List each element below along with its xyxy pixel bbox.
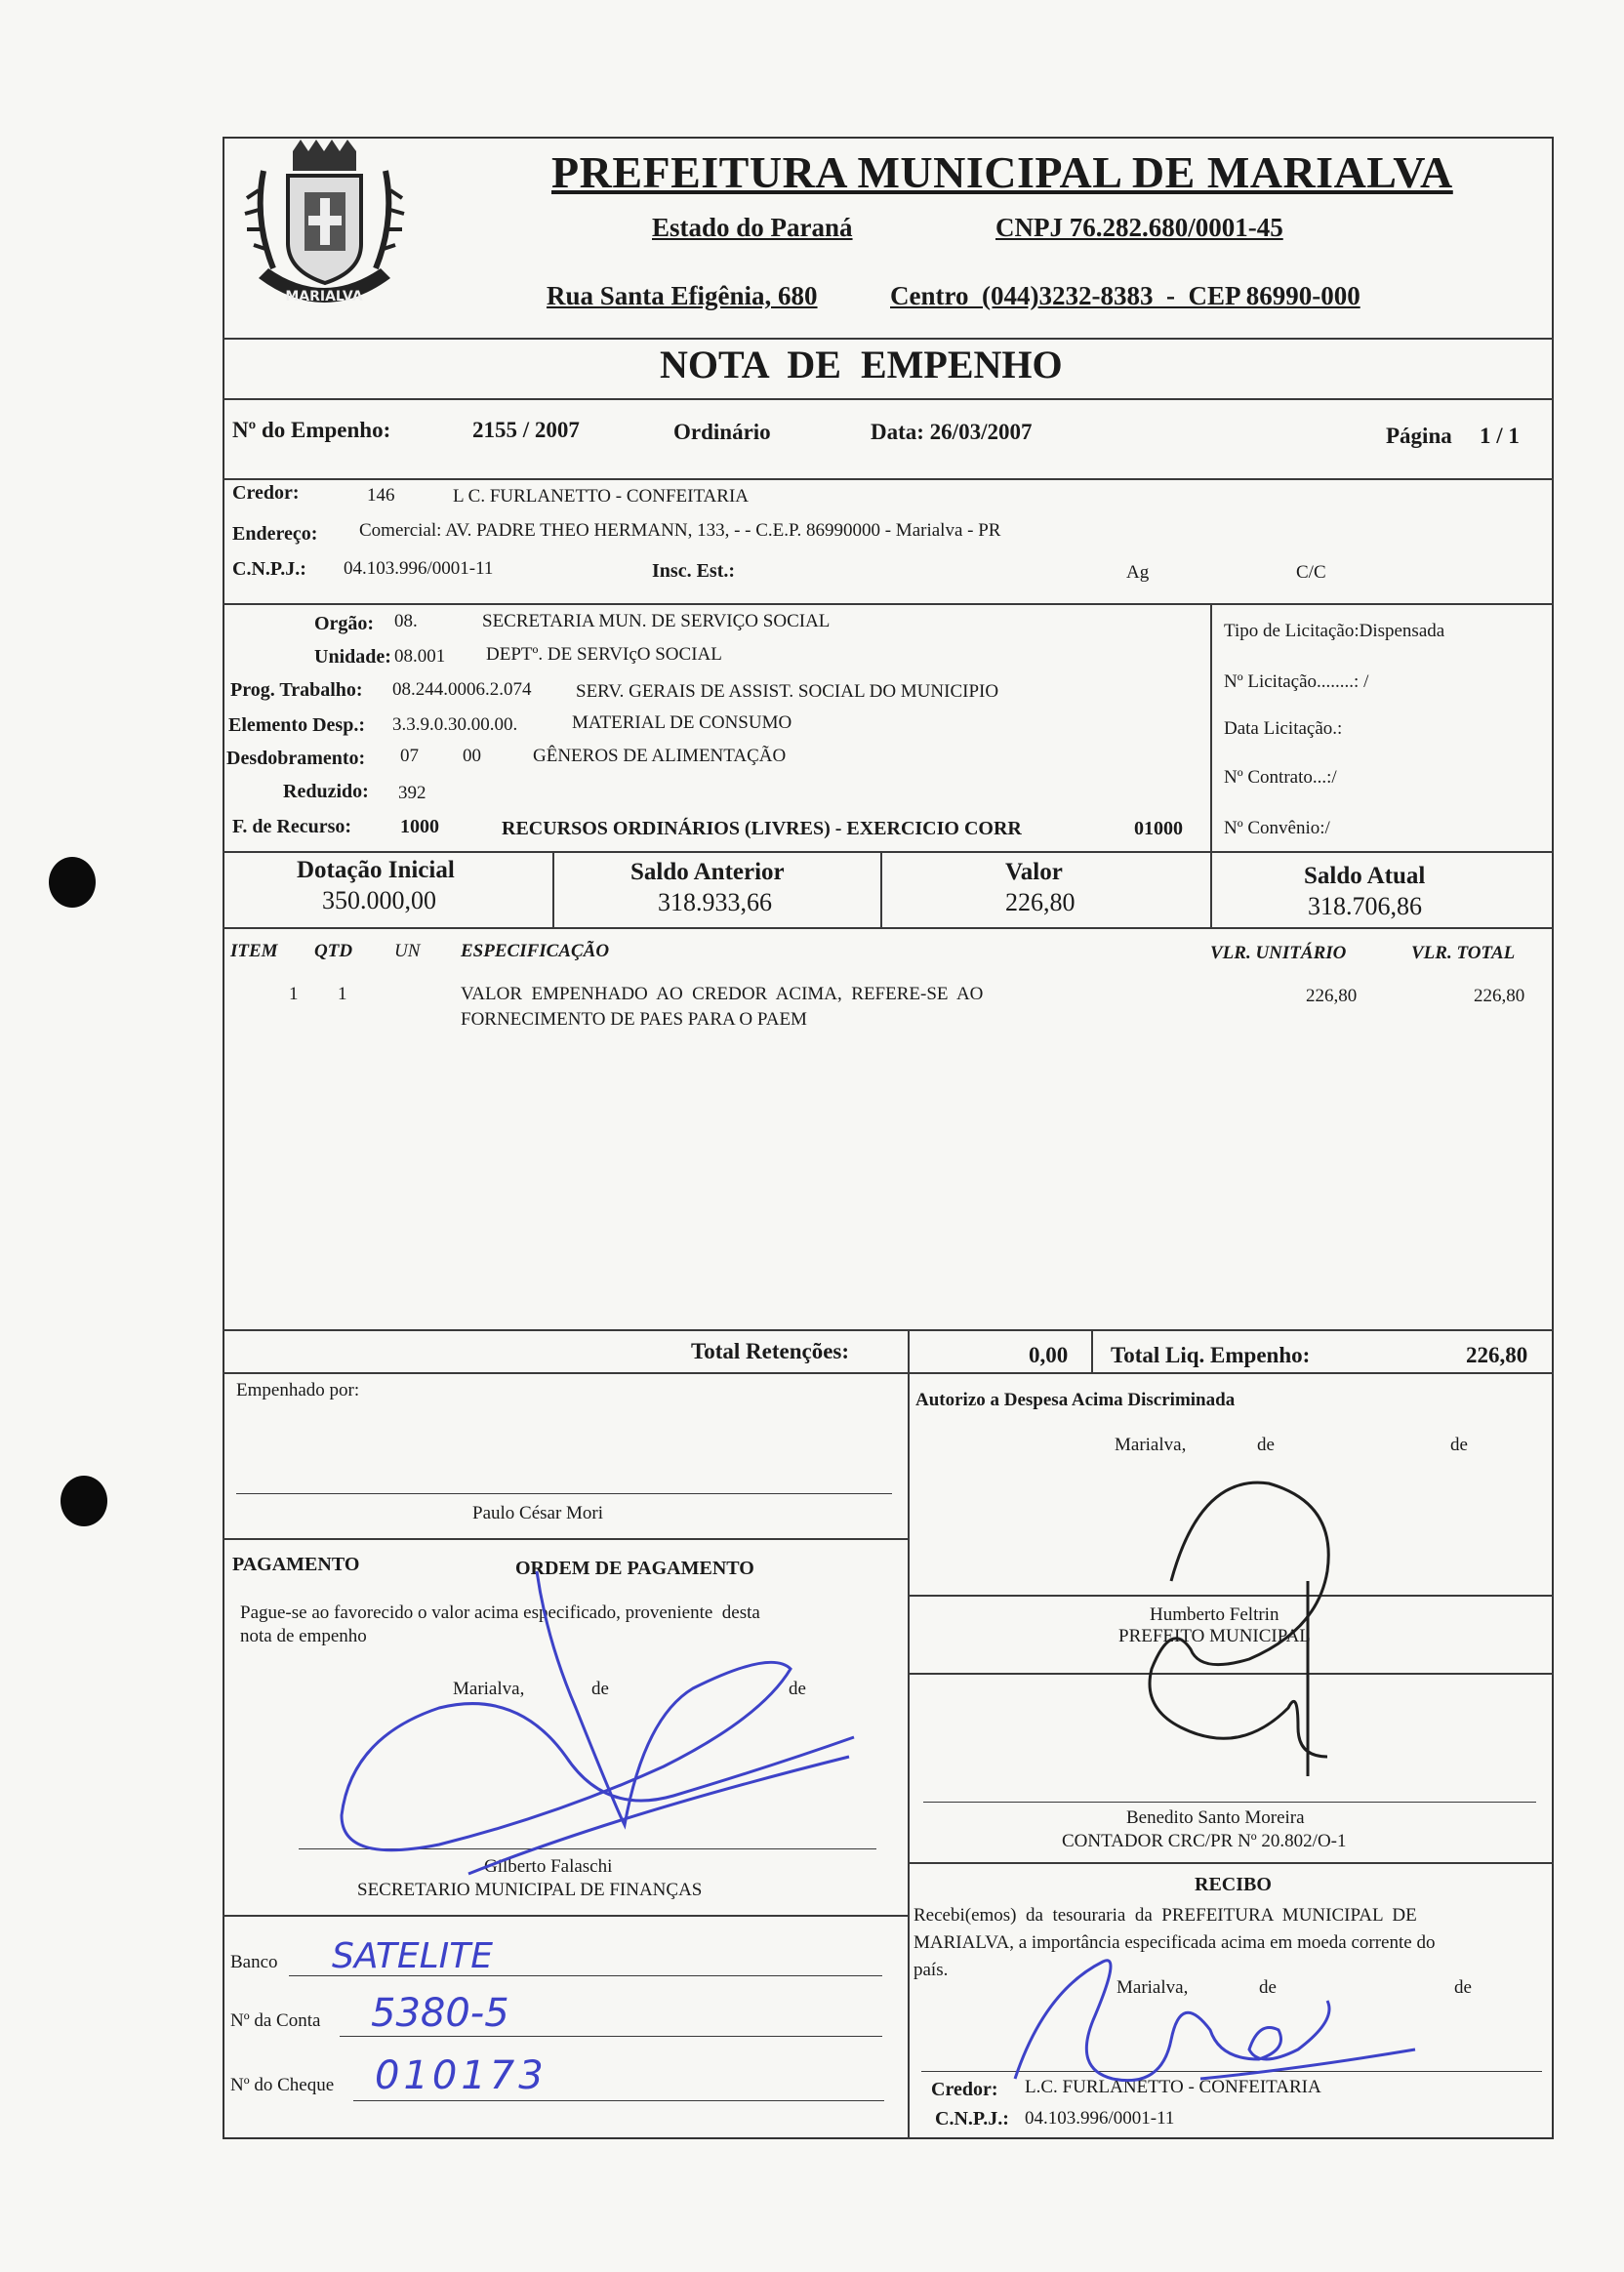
recibo-line3: país.: [914, 1960, 949, 1980]
orgao-label: Orgão:: [314, 613, 375, 634]
valor-label: Valor: [1005, 859, 1063, 885]
item-spec-line2: FORNECIMENTO DE PAES PARA O PAEM: [461, 1009, 807, 1030]
empenhado-name: Paulo César Mori: [472, 1503, 604, 1523]
valor-value: 226,80: [1005, 888, 1076, 916]
recibo-cnpj-value: 04.103.996/0001-11: [1025, 2108, 1175, 2129]
item-total-value: 226,80: [1474, 986, 1525, 1006]
retencoes-value: 0,00: [1029, 1343, 1069, 1367]
page-number: 1 / 1: [1480, 424, 1520, 448]
punch-hole-bottom: [61, 1476, 107, 1526]
col-unit-value: VLR. UNITÁRIO: [1210, 943, 1347, 963]
page-label: Página: [1386, 424, 1452, 448]
credor-signature: [1005, 1932, 1425, 2098]
pagamento-label: PAGAMENTO: [232, 1554, 360, 1575]
cnpj-label: C.N.P.J.:: [232, 558, 306, 580]
endereco-value: Comercial: AV. PADRE THEO HERMANN, 133, - - C.E.P. 86990000 - Marialva - PR: [359, 520, 1001, 541]
endereco-label: Endereço:: [232, 523, 318, 545]
banco-label: Banco: [230, 1952, 278, 1972]
secretario-signature: [322, 1562, 869, 1913]
svg-text:MARIALVA: MARIALVA: [285, 289, 363, 304]
empenho-number-label: Nº do Empenho:: [232, 418, 391, 442]
prefeito-name: Humberto Feltrin: [1150, 1604, 1279, 1625]
credor-label: Credor:: [232, 482, 300, 504]
recurso-code: 1000: [400, 816, 439, 837]
punch-hole-top: [49, 857, 96, 908]
document-title: NOTA DE EMPENHO: [660, 343, 1063, 386]
recibo-date-city: Marialva,: [1116, 1977, 1189, 1998]
pagamento-date-de2: de: [789, 1679, 806, 1699]
reduzido-label: Reduzido:: [283, 781, 369, 802]
credor-code: 146: [367, 485, 395, 506]
item-qtd: 1: [338, 984, 347, 1004]
reduzido-value: 392: [398, 783, 426, 803]
cheque-value: 010173: [375, 2053, 548, 2098]
cheque-label: Nº do Cheque: [230, 2075, 335, 2095]
insc-label: Insc. Est.:: [652, 560, 736, 582]
recibo-credor-name: L.C. FURLANETTO - CONFEITARIA: [1025, 2077, 1321, 2097]
saldo-anterior-label: Saldo Anterior: [630, 859, 785, 885]
header-address: Centro (044)3232-8383 - CEP 86990-000: [890, 281, 1360, 310]
col-total-value: VLR. TOTAL: [1411, 943, 1516, 963]
contador-title: CONTADOR CRC/PR Nº 20.802/O-1: [1062, 1831, 1347, 1851]
numero-contrato: Nº Contrato...:/: [1224, 767, 1337, 788]
secretario-title: SECRETARIO MUNICIPAL DE FINANÇAS: [357, 1880, 703, 1900]
autorizo-date-de2: de: [1450, 1435, 1468, 1455]
pague-line2: nota de empenho: [240, 1626, 367, 1646]
cc-label: C/C: [1296, 562, 1326, 583]
empenho-date: Data: 26/03/2007: [871, 420, 1033, 444]
empenho-type: Ordinário: [673, 420, 771, 444]
prog-value: SERV. GERAIS DE ASSIST. SOCIAL DO MUNICIPIO: [576, 681, 999, 702]
retencoes-label: Total Retenções:: [691, 1339, 850, 1363]
contador-name: Benedito Santo Moreira: [1126, 1807, 1305, 1828]
pagamento-date-city: Marialva,: [453, 1679, 525, 1699]
empenhado-label: Empenhado por:: [236, 1380, 360, 1400]
recibo-date-de1: de: [1259, 1977, 1277, 1998]
item-number: 1: [289, 984, 299, 1004]
dotacao-value: 350.000,00: [322, 886, 436, 914]
col-un: UN: [394, 941, 421, 961]
autorizo-date-city: Marialva,: [1115, 1435, 1187, 1455]
prog-label: Prog. Trabalho:: [230, 679, 363, 701]
col-spec: ESPECIFICAÇÃO: [461, 941, 610, 961]
numero-licitacao: Nº Licitação........: /: [1224, 671, 1369, 692]
col-item: ITEM: [230, 941, 278, 961]
saldo-atual-value: 318.706,86: [1308, 892, 1422, 920]
recibo-label: RECIBO: [1195, 1874, 1272, 1895]
ag-label: Ag: [1126, 562, 1150, 583]
orgao-code: 08.: [394, 611, 418, 631]
recibo-line2: MARIALVA, a importância especificada acima em moeda corrente do: [914, 1932, 1436, 1953]
empenho-number: 2155 / 2007: [472, 418, 580, 442]
municipal-crest: [234, 132, 415, 327]
desdobramento-value: GÊNEROS DE ALIMENTAÇÃO: [533, 746, 787, 766]
item-spec-line1: VALOR EMPENHADO AO CREDOR ACIMA, REFERE-SE AO: [461, 984, 984, 1004]
unidade-label: Unidade:: [314, 646, 391, 668]
elemento-value: MATERIAL DE CONSUMO: [572, 712, 792, 733]
tipo-licitacao: Tipo de Licitação:Dispensada: [1224, 621, 1445, 641]
data-licitacao: Data Licitação.:: [1224, 718, 1343, 739]
ordem-pagamento-label: ORDEM DE PAGAMENTO: [515, 1558, 754, 1579]
recurso-value: RECURSOS ORDINÁRIOS (LIVRES) - EXERCICIO CORR: [502, 818, 1022, 839]
elemento-label: Elemento Desp.:: [228, 714, 365, 736]
unidade-value: DEPTº. DE SERVIçO SOCIAL: [486, 644, 722, 665]
autorizo-date-de1: de: [1257, 1435, 1275, 1455]
prog-code: 08.244.0006.2.074: [392, 679, 532, 700]
conta-value: 5380-5: [371, 1991, 509, 2036]
secretario-name: Gilberto Falaschi: [484, 1856, 613, 1877]
recurso-label: F. de Recurso:: [232, 816, 352, 837]
pague-line1: Pague-se ao favorecido o valor acima especificado, proveniente desta: [240, 1603, 760, 1623]
autorizo-label: Autorizo a Despesa Acima Discriminada: [915, 1390, 1236, 1410]
header-title: PREFEITURA MUNICIPAL DE MARIALVA: [551, 147, 1453, 197]
numero-convenio: Nº Convênio:/: [1224, 818, 1330, 838]
prefeito-title: PREFEITO MUNICIPAL: [1118, 1626, 1311, 1646]
header-state: Estado do Paraná: [652, 213, 853, 242]
conta-label: Nº da Conta: [230, 2010, 321, 2031]
recibo-date-de2: de: [1454, 1977, 1472, 1998]
prefeito-signature: [1103, 1464, 1357, 1786]
recibo-cnpj-label: C.N.P.J.:: [935, 2108, 1009, 2130]
orgao-value: SECRETARIA MUN. DE SERVIÇO SOCIAL: [482, 611, 831, 631]
desdobramento-code-b: 00: [463, 746, 481, 766]
saldo-anterior-value: 318.933,66: [658, 888, 772, 916]
col-qtd: QTD: [314, 941, 353, 961]
credor-name: L C. FURLANETTO - CONFEITARIA: [453, 486, 749, 507]
saldo-atual-label: Saldo Atual: [1304, 863, 1426, 889]
header-street: Rua Santa Efigênia, 680: [547, 281, 818, 310]
header-cnpj: CNPJ 76.282.680/0001-45: [995, 213, 1283, 242]
recibo-line1: Recebi(emos) da tesouraria da PREFEITURA MUNICIPAL DE: [914, 1905, 1417, 1926]
elemento-code: 3.3.9.0.30.00.00.: [392, 714, 518, 735]
item-unit-value: 226,80: [1306, 986, 1358, 1006]
cnpj-value: 04.103.996/0001-11: [344, 558, 494, 579]
recurso-number: 01000: [1134, 818, 1183, 839]
desdobramento-code-a: 07: [400, 746, 419, 766]
banco-value: SATELITE: [332, 1936, 494, 1976]
unidade-code: 08.001: [394, 646, 446, 667]
dotacao-label: Dotação Inicial: [297, 857, 455, 883]
recibo-credor-label: Credor:: [931, 2079, 998, 2100]
pagamento-date-de1: de: [591, 1679, 609, 1699]
total-liq-label: Total Liq. Empenho:: [1111, 1343, 1311, 1367]
total-liq-value: 226,80: [1466, 1343, 1528, 1367]
desdobramento-label: Desdobramento:: [226, 748, 366, 769]
